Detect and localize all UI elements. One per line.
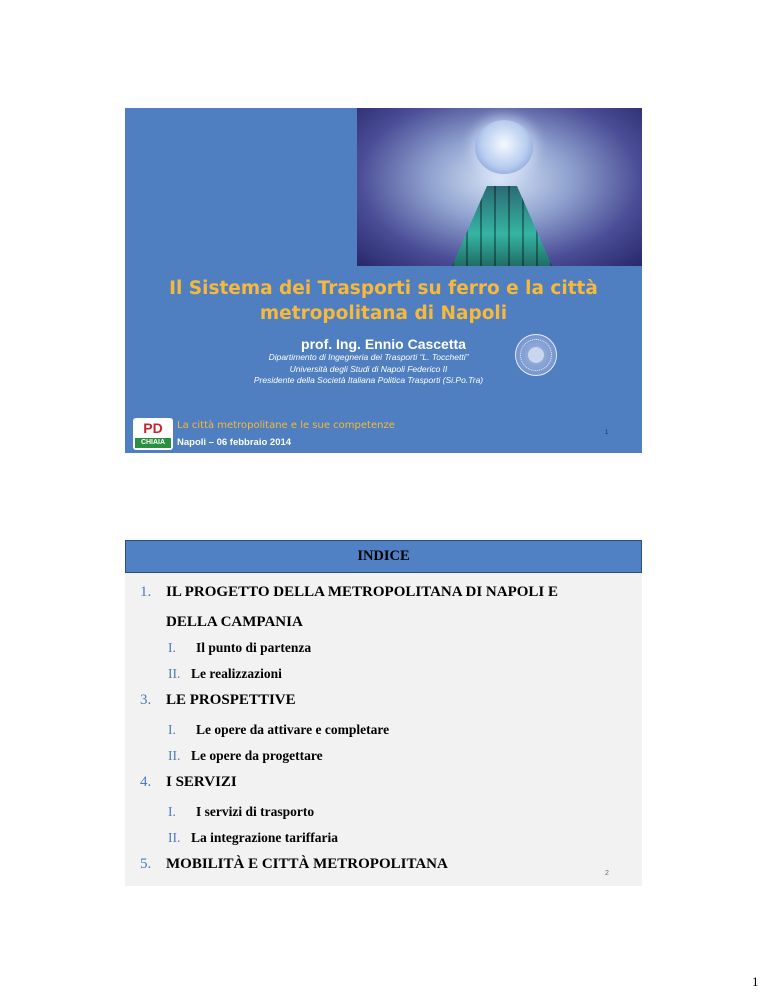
- event-name: La città metropolitane e le sue competenze: [177, 420, 395, 431]
- title-line-2: metropolitana di Napoli: [259, 303, 508, 324]
- toc-item-text: Le opere da progettare: [191, 748, 323, 763]
- toc-item-text: I SERVIZI: [166, 774, 237, 790]
- toc-item-text: Le opere da attivare e completare: [196, 722, 390, 737]
- toc-item-text: DELLA CAMPANIA: [166, 614, 303, 630]
- slide-title: [125, 276, 642, 326]
- logo-text: PD: [143, 420, 163, 436]
- toc-item-text: I servizi di trasporto: [196, 804, 315, 819]
- toc-item-text: MOBILITÀ E CITTÀ METROPOLITANA: [166, 856, 448, 872]
- affiliation-line-2: Università degli Studi di Napoli Federico II: [289, 363, 448, 374]
- toc-item-number: 5.: [140, 856, 152, 872]
- toc-item-number: 1.: [140, 584, 152, 600]
- toc-item-number: II.: [168, 748, 181, 763]
- university-seal-icon: [515, 334, 557, 376]
- logo-subtext: CHIAIA: [135, 438, 171, 448]
- title-slide: [125, 108, 642, 453]
- index-slide: [125, 540, 642, 886]
- toc-item-number: II.: [168, 830, 181, 845]
- event-date: Napoli – 06 febbraio 2014: [177, 437, 292, 448]
- toc-item-number: I.: [168, 640, 176, 655]
- escalators: [452, 186, 552, 266]
- metro-station-photo: [357, 108, 642, 266]
- toc-item-number: 4.: [140, 774, 152, 790]
- affiliation-line-3: Presidente della Società Italiana Politica Trasporti (Si.Po.Tra): [253, 375, 484, 385]
- skylight-oculus: [475, 120, 533, 174]
- toc-item-number: II.: [168, 666, 181, 681]
- pd-chiaia-logo: [133, 418, 173, 450]
- toc-item-number: I.: [168, 722, 176, 737]
- toc-item-number: 3.: [140, 692, 152, 708]
- index-header: INDICE: [125, 540, 642, 573]
- affiliation-line-1: Dipartimento di Ingegneria dei Trasporti “L. Tocchetti”: [268, 352, 469, 362]
- affiliation: [195, 352, 542, 387]
- toc-item-text: Il punto di partenza: [196, 640, 312, 655]
- author-name: prof. Ing. Ennio Cascetta: [301, 336, 466, 352]
- slide-number: 2: [605, 870, 609, 877]
- toc-item-text: La integrazione tariffaria: [191, 830, 338, 845]
- toc-item-text: IL PROGETTO DELLA METROPOLITANA DI NAPOLI E: [166, 584, 559, 600]
- toc-item-text: Le realizzazioni: [191, 666, 282, 681]
- toc-item-number: I.: [168, 804, 176, 819]
- slide-number: 1: [605, 430, 609, 436]
- toc-item-text: LE PROSPETTIVE: [166, 692, 296, 708]
- title-line-1: Il Sistema dei Trasporti su ferro e la città: [169, 278, 598, 299]
- page-number: 1: [752, 974, 759, 989]
